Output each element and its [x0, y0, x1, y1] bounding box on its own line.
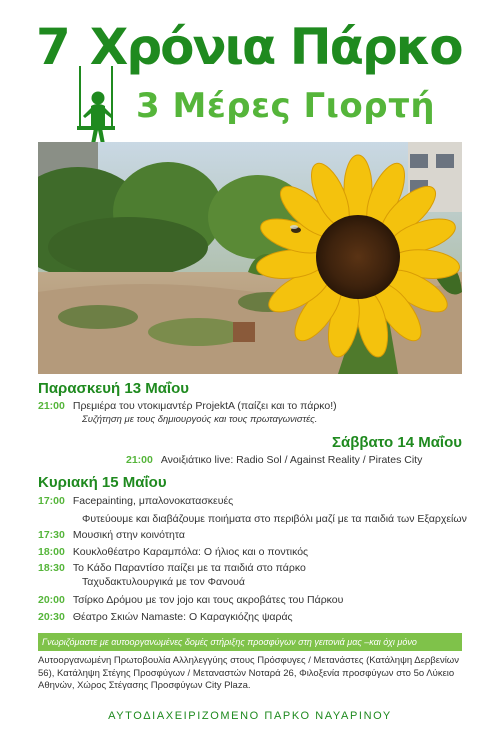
event-time: 18:00: [38, 546, 65, 558]
event-time: 20:00: [38, 594, 65, 606]
event-time: 21:00: [126, 454, 153, 466]
event-text: Πρεμιέρα του ντοκιμαντέρ ProjektA (παίζει και το πάρκο!): [72, 400, 337, 412]
event-time: 20:30: [38, 611, 65, 623]
event-extra: Φυτεύουμε και διαβάζουμε ποιήματα στο περιβόλι μαζί με τα παιδιά των Εξαρχείων: [82, 513, 467, 525]
title-text: Χρόνια Πάρκο: [89, 18, 462, 76]
event-time: 21:00: [38, 400, 65, 412]
event-text: Facepainting, μπαλονοκατασκευές: [72, 495, 234, 507]
event-time: 17:00: [38, 495, 65, 507]
organizations-list: Αυτοοργανωμένη Πρωτοβουλία Αλληλεγγύης στους Πρόσφυγες / Μετανάστες (Κατάληψη Δερβενίων 56), Κατάληψη Στέγης Προσφύγων / Μεταναστών Νοταρά 26, Φιλοξενία προσφύγων στο 5ο Λύκειο Αθηνών, Χώρος Στέγασης Προσφύγων City Plaza.: [38, 655, 459, 691]
event-row: [38, 546, 308, 558]
event-text: Το Κάδο Παραντίσο παίζει με τα παιδιά στο πάρκο: [72, 562, 306, 574]
event-extra: Ταχυδακτυλουργικά με τον Φανουά: [82, 576, 245, 588]
day-heading-sunday: Κυριακή 15 Μαΐου: [38, 474, 167, 491]
event-row: [126, 454, 422, 466]
child-on-swing-icon: [74, 66, 122, 148]
event-row: [38, 562, 306, 574]
event-time: 17:30: [38, 529, 65, 541]
event-text: Κουκλοθέατρο Καραμπόλα: Ο ήλιος και ο ποντικός: [72, 546, 309, 558]
event-text: Τσίρκο Δρόμου με τον jojo και τους ακροβάτες του Πάρκου: [72, 594, 344, 606]
event-time: 18:30: [38, 562, 65, 574]
event-row: [38, 611, 293, 623]
info-banner: Γνωριζόμαστε με αυτοοργανωμένες δομές στήριξης προσφύγων στη γειτονιά μας –και όχι μόνο: [38, 633, 462, 651]
sunflower-photo: [38, 142, 462, 374]
event-text: Ανοιξιάτικο live: Radio Sol / Against Reality / Pirates City: [160, 454, 423, 466]
poster-subtitle: 3 Μέρες Γιορτή: [136, 86, 436, 126]
event-text: Μουσική στην κοινότητα: [72, 529, 185, 541]
title-number: 7: [36, 18, 70, 76]
organizer-signature: ΑΥΤΟΔΙΑΧΕΙΡΙΖΟΜΕΝΟ ΠΑΡΚΟ ΝΑΥΑΡΙΝΟΥ: [108, 710, 392, 722]
event-row: [38, 594, 343, 606]
event-row: [38, 495, 233, 507]
day-heading-friday: Παρασκευή 13 Μαΐου: [38, 380, 189, 397]
event-text: Θέατρο Σκιών Namaste: Ο Καραγκιόζης ψαράς: [72, 611, 293, 623]
day-heading-saturday: Σάββατο 14 Μαΐου: [332, 434, 462, 451]
event-row: [38, 529, 185, 541]
event-row: [38, 400, 337, 412]
event-note: Συζήτηση με τους δημιουργούς και τους πρωταγωνιστές.: [82, 414, 318, 425]
